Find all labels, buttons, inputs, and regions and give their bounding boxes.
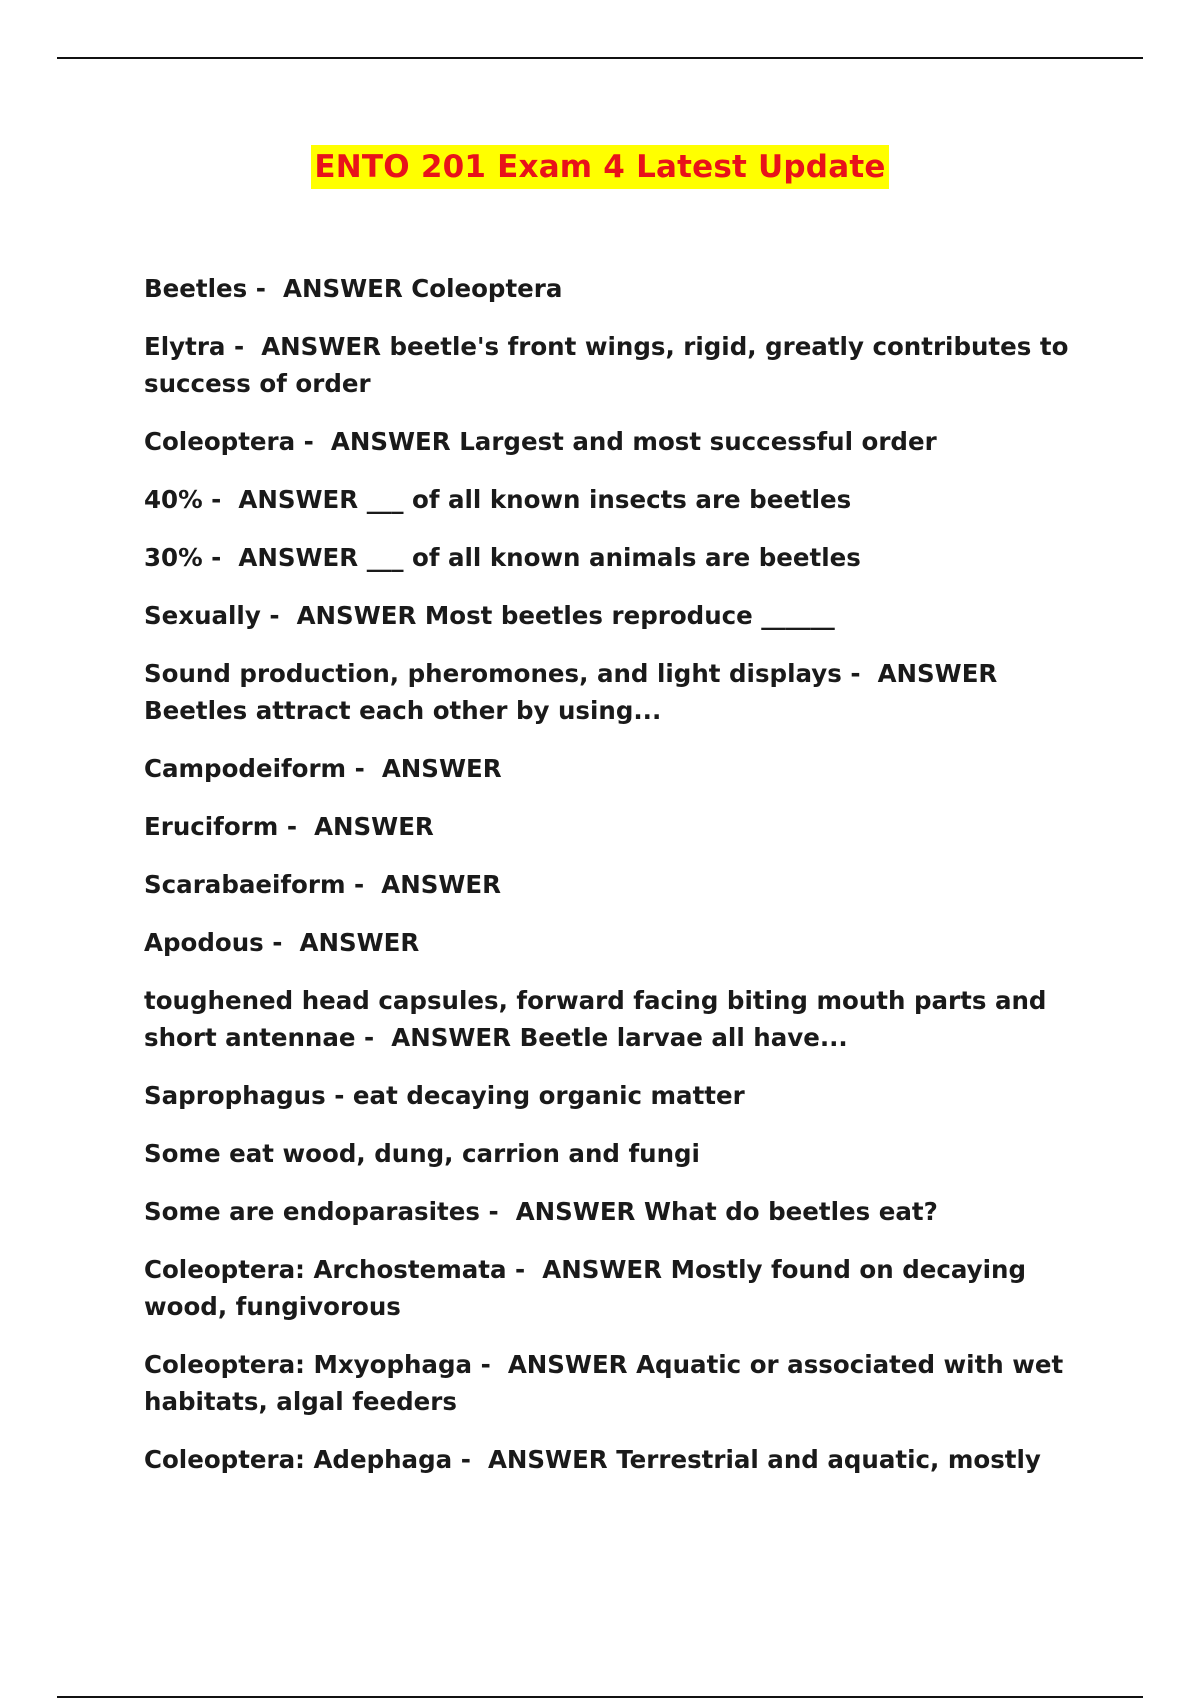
term: Beetles <box>144 274 248 303</box>
definition: Most beetles reproduce ______ <box>424 601 835 630</box>
answer-label: ANSWER <box>381 754 502 783</box>
list-item <box>144 1346 1094 1420</box>
term: Apodous <box>144 928 264 957</box>
definition: ___ of all known animals are beetles <box>366 543 861 572</box>
separator: - <box>841 659 870 688</box>
top-divider <box>57 57 1143 59</box>
list-item <box>144 1441 1094 1478</box>
definition: What do beetles eat? <box>643 1197 938 1226</box>
term: Eruciform <box>144 812 279 841</box>
separator: - <box>506 1255 534 1284</box>
note-text: Saprophagus - eat decaying organic matter <box>144 1081 745 1110</box>
answer-label: ANSWER <box>877 659 998 688</box>
term: Scarabaeiform <box>144 870 346 899</box>
definition: Terrestrial and aquatic, mostly <box>616 1445 1041 1474</box>
term: Coleoptera <box>144 427 296 456</box>
term: Some are endoparasites <box>144 1197 480 1226</box>
page-title: ENTO 201 Exam 4 Latest Update <box>311 145 888 189</box>
answer-label: ANSWER <box>299 928 420 957</box>
definition: Beetle larvae all have... <box>519 1023 848 1052</box>
answer-label: ANSWER <box>238 485 359 514</box>
answer-label: ANSWER <box>261 332 381 361</box>
answer-label: ANSWER <box>314 812 434 841</box>
list-item <box>144 1193 1094 1230</box>
list-item <box>144 481 1094 518</box>
answer-label: ANSWER <box>391 1023 512 1052</box>
list-item <box>144 1251 1094 1325</box>
list-item <box>144 328 1094 402</box>
separator: - <box>260 601 289 630</box>
list-item <box>144 750 1094 787</box>
answer-label: ANSWER <box>487 1445 608 1474</box>
term: Campodeiform <box>144 754 347 783</box>
answer-label: ANSWER <box>381 870 502 899</box>
list-item <box>144 655 1094 729</box>
list-item <box>144 924 1094 961</box>
definition: beetle's front wings, rigid, greatly contributes to success of order <box>144 332 1077 398</box>
list-item <box>144 270 1094 307</box>
definition: Coleoptera <box>411 274 563 303</box>
list-item <box>144 423 1094 460</box>
bottom-divider <box>57 1696 1143 1698</box>
answer-label: ANSWER <box>542 1255 663 1284</box>
note-text: Some eat wood, dung, carrion and fungi <box>144 1139 700 1168</box>
list-item <box>144 982 1094 1056</box>
term: 30% <box>144 543 203 572</box>
list-item <box>144 1135 1094 1172</box>
answer-label: ANSWER <box>282 274 403 303</box>
definition: ___ of all known insects are beetles <box>366 485 852 514</box>
list-item <box>144 597 1094 634</box>
title-container <box>0 145 1200 189</box>
answer-label: ANSWER <box>507 1350 628 1379</box>
term: Coleoptera: Archostemata <box>144 1255 507 1284</box>
term: Elytra <box>144 332 226 361</box>
separator: - <box>202 543 230 572</box>
answer-label: ANSWER <box>330 427 451 456</box>
term: Sound production, pheromones, and light displays <box>144 659 842 688</box>
separator: - <box>225 332 253 361</box>
separator: - <box>452 1445 480 1474</box>
answer-label: ANSWER <box>515 1197 636 1226</box>
separator: - <box>355 1023 383 1052</box>
list-item <box>144 866 1094 903</box>
term: 40% <box>144 485 203 514</box>
term: Sexually <box>144 601 261 630</box>
separator: - <box>479 1197 508 1226</box>
separator: - <box>345 870 373 899</box>
term: Coleoptera: Adephaga <box>144 1445 453 1474</box>
term: toughened head capsules, forward facing biting mouth parts and short antennae <box>144 986 1055 1052</box>
list-item <box>144 539 1094 576</box>
separator: - <box>295 427 323 456</box>
separator: - <box>263 928 291 957</box>
separator: - <box>278 812 306 841</box>
answer-label: ANSWER <box>296 601 417 630</box>
separator: - <box>247 274 275 303</box>
list-item <box>144 1077 1094 1114</box>
separator: - <box>472 1350 500 1379</box>
separator: - <box>346 754 374 783</box>
term: Coleoptera: Mxyophaga <box>144 1350 473 1379</box>
definition: Mostly found on decaying wood, fungivorous <box>144 1255 1035 1321</box>
flashcard-list <box>144 270 1094 1499</box>
list-item <box>144 808 1094 845</box>
definition: Largest and most successful order <box>459 427 937 456</box>
definition: Aquatic or associated with wet habitats, algal feeders <box>144 1350 1072 1416</box>
answer-label: ANSWER <box>238 543 359 572</box>
separator: - <box>202 485 230 514</box>
definition: Beetles attract each other by using... <box>144 696 662 725</box>
